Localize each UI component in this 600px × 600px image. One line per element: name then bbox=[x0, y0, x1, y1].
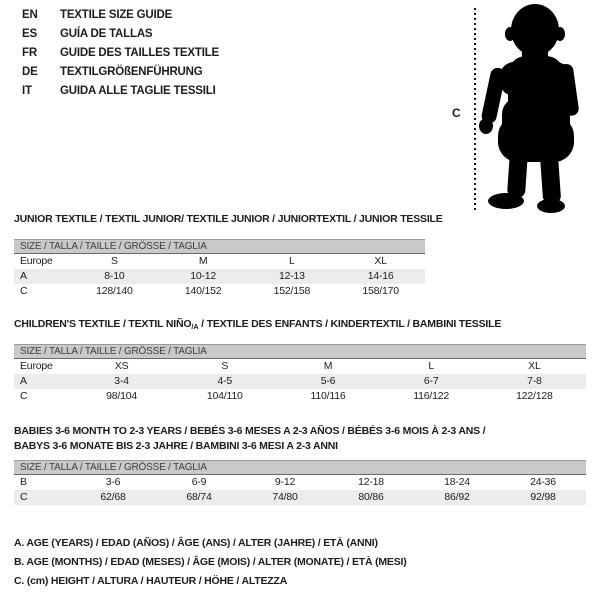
baby-silhouette-icon bbox=[478, 2, 596, 214]
size-cell: 10-12 bbox=[190, 270, 217, 282]
language-row bbox=[22, 25, 219, 44]
table-title bbox=[14, 317, 586, 334]
size-cell: 9-12 bbox=[274, 476, 296, 488]
size-cell: 68/74 bbox=[186, 491, 212, 503]
size-cell: M bbox=[323, 360, 333, 372]
size-cell: XS bbox=[114, 360, 129, 372]
size-cell: 152/158 bbox=[273, 285, 311, 297]
language-label: GUÍA DE TALLAS bbox=[60, 28, 153, 40]
title-subscript: /A bbox=[191, 322, 199, 331]
legend-line-a: A. AGE (YEARS) / EDAD (AÑOS) / ÂGE (ANS) / ALTER (JAHRE) / ETÀ (ANNI) bbox=[14, 537, 378, 549]
language-label: GUIDA ALLE TAGLIE TESSILI bbox=[60, 85, 216, 97]
table-row bbox=[14, 284, 425, 299]
size-cell: XL bbox=[528, 360, 541, 372]
size-header-bar: SIZE / TALLA / TAILLE / GRÖSSE / TAGLIA bbox=[14, 460, 586, 475]
row-label: Europe bbox=[20, 360, 53, 372]
table-rows bbox=[14, 254, 425, 299]
table-rows bbox=[14, 475, 586, 505]
table-row bbox=[14, 374, 586, 389]
size-cell: L bbox=[289, 255, 295, 267]
size-cell: 110/116 bbox=[310, 390, 346, 402]
size-cell: M bbox=[198, 255, 208, 267]
language-label: TEXTILE SIZE GUIDE bbox=[60, 9, 173, 21]
language-code: FR bbox=[22, 47, 37, 59]
table-row bbox=[14, 475, 586, 490]
size-cell: 12-18 bbox=[358, 476, 384, 488]
size-cell: 80/86 bbox=[358, 491, 384, 503]
size-cell: 122/128 bbox=[516, 390, 553, 402]
size-cell: S bbox=[110, 255, 118, 267]
size-cell: 3-6 bbox=[105, 476, 121, 488]
table-row bbox=[14, 389, 586, 404]
size-cell: 116/122 bbox=[413, 390, 450, 402]
row-label: C bbox=[20, 285, 28, 297]
size-cell: 4-5 bbox=[217, 375, 233, 387]
language-list bbox=[22, 6, 219, 101]
size-cell: 12-13 bbox=[278, 270, 305, 282]
size-cell: 3-4 bbox=[114, 375, 129, 387]
language-code: ES bbox=[22, 28, 37, 40]
size-cell: 104/110 bbox=[206, 390, 243, 402]
size-cell: 128/140 bbox=[96, 285, 133, 297]
language-row bbox=[22, 63, 219, 82]
size-cell: 14-16 bbox=[367, 270, 394, 282]
size-cell: 92/98 bbox=[530, 491, 556, 503]
row-label: C bbox=[20, 390, 28, 402]
table-title: JUNIOR TEXTILE / TEXTIL JUNIOR/ TEXTILE JUNIOR / JUNIORTEXTIL / JUNIOR TESSILE bbox=[14, 213, 443, 225]
size-cell: 5-6 bbox=[320, 375, 336, 387]
language-label: TEXTILGRÖßENFÜHRUNG bbox=[60, 66, 203, 78]
height-measure-line bbox=[474, 8, 476, 212]
title-text: CHILDREN'S TEXTILE / TEXTIL NIÑO bbox=[14, 318, 192, 330]
language-code: EN bbox=[22, 9, 38, 21]
size-cell: 62/68 bbox=[100, 491, 126, 503]
table-row bbox=[14, 254, 425, 269]
size-cell: L bbox=[428, 360, 435, 372]
row-label: C bbox=[20, 491, 28, 503]
size-cell: XL bbox=[374, 255, 387, 267]
size-cell: 98/104 bbox=[106, 390, 138, 402]
size-cell: 6-9 bbox=[191, 476, 207, 488]
legend-line-c: C. (cm) HEIGHT / ALTURA / HAUTEUR / HÖHE / ALTEZZA bbox=[14, 575, 288, 587]
legend-line-b: B. AGE (MONTHS) / EDAD (MESES) / ÂGE (MOIS) / ALTER (MONATE) / ETÀ (MESI) bbox=[14, 556, 407, 568]
table-row bbox=[14, 490, 586, 505]
size-cell: 7-8 bbox=[527, 375, 542, 387]
size-cell: S bbox=[221, 360, 229, 372]
table-row bbox=[14, 269, 425, 284]
row-label: A bbox=[20, 375, 27, 387]
junior-textile-section bbox=[14, 212, 443, 300]
size-cell: 158/170 bbox=[362, 285, 399, 297]
size-cell: 86/92 bbox=[444, 491, 470, 503]
babies-textile-section bbox=[14, 424, 586, 506]
row-label: B bbox=[20, 476, 27, 488]
table-title-line2: BABYS 3-6 MONATE BIS 2-3 JAHRE / BAMBINI 3-6 MESI A 2-3 ANNI bbox=[14, 440, 338, 452]
size-cell: 74/80 bbox=[272, 491, 298, 503]
language-row bbox=[22, 44, 219, 63]
size-cell: 140/152 bbox=[184, 285, 222, 297]
language-row bbox=[22, 82, 219, 101]
table-rows bbox=[14, 359, 586, 404]
legend bbox=[14, 534, 407, 591]
height-label: C bbox=[452, 106, 461, 120]
row-label: Europe bbox=[20, 255, 53, 267]
childrens-textile-section bbox=[14, 317, 586, 405]
language-row bbox=[22, 6, 219, 25]
table-title-line1: BABIES 3-6 MONTH TO 2-3 YEARS / BEBÉS 3-6 MESES A 2-3 AÑOS / BÉBÉS 3-6 MOIS À 2-3 ANS / bbox=[14, 425, 486, 437]
table-row bbox=[14, 359, 586, 374]
size-header-bar: SIZE / TALLA / TAILLE / GRÖSSE / TAGLIA bbox=[14, 344, 586, 359]
size-cell: 18-24 bbox=[444, 476, 470, 488]
row-label: A bbox=[20, 270, 27, 282]
language-code: IT bbox=[22, 85, 32, 97]
size-cell: 8-10 bbox=[104, 270, 125, 282]
size-cell: 6-7 bbox=[423, 375, 439, 387]
size-header-bar: SIZE / TALLA / TAILLE / GRÖSSE / TAGLIA bbox=[14, 239, 425, 254]
language-code: DE bbox=[22, 66, 38, 78]
title-text: / TEXTILE DES ENFANTS / KINDERTEXTIL / BAMBINI TESSILE bbox=[198, 318, 502, 330]
language-label: GUIDE DES TAILLES TEXTILE bbox=[60, 47, 219, 59]
size-cell: 24-36 bbox=[530, 476, 556, 488]
